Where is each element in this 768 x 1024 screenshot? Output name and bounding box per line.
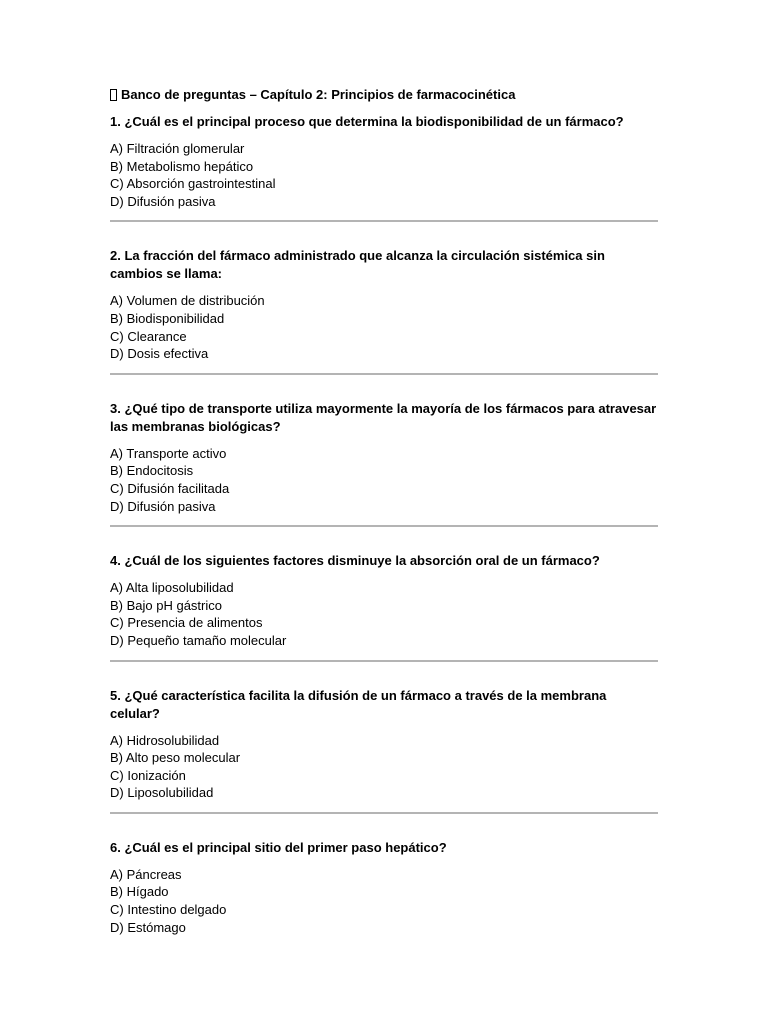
question-text: 5. ¿Qué característica facilita la difusión de un fármaco a través de la membrana celular? [110, 687, 607, 721]
option-list [110, 445, 658, 515]
divider [110, 812, 658, 814]
option-list [110, 732, 658, 802]
question-block-1 [110, 113, 658, 222]
option-d: D) Difusión pasiva [110, 498, 216, 514]
question-block-5 [110, 687, 658, 814]
option-a: A) Volumen de distribución [110, 293, 265, 309]
question-block-6 [110, 839, 658, 936]
option-a: A) Transporte activo [110, 445, 227, 461]
option-b: B) Biodisponibilidad [110, 310, 225, 326]
option-d: D) Estómago [110, 919, 186, 935]
option-d: D) Difusión pasiva [110, 193, 216, 209]
option-d: D) Liposolubilidad [110, 785, 214, 801]
option-b: B) Hígado [110, 884, 169, 900]
divider [110, 220, 658, 222]
placeholder-glyph-icon [110, 89, 117, 101]
question-text: 6. ¿Cuál es el principal sitio del primer paso hepático? [110, 839, 447, 855]
option-d: D) Pequeño tamaño molecular [110, 632, 287, 648]
document-page [110, 86, 658, 936]
question-text: 2. La fracción del fármaco administrado que alcanza la circulación sistémica sin cambios se llama: [110, 248, 605, 282]
option-c: C) Presencia de alimentos [110, 615, 263, 631]
question-block-2 [110, 247, 658, 374]
question-block-4 [110, 552, 658, 661]
option-list [110, 140, 658, 210]
option-c: C) Difusión facilitada [110, 480, 230, 496]
option-list [110, 292, 658, 362]
option-d: D) Dosis efectiva [110, 346, 209, 362]
option-c: C) Absorción gastrointestinal [110, 176, 276, 192]
question-text: 1. ¿Cuál es el principal proceso que determina la biodisponibilidad de un fármaco? [110, 114, 624, 129]
option-c: C) Ionización [110, 767, 186, 783]
document-title-text: Banco de preguntas – Capítulo 2: Principios de farmacocinética [121, 87, 516, 102]
option-c: C) Clearance [110, 328, 187, 344]
option-a: A) Filtración glomerular [110, 141, 245, 156]
option-b: B) Endocitosis [110, 463, 194, 479]
document-title [110, 86, 658, 104]
option-b: B) Metabolismo hepático [110, 158, 254, 174]
divider [110, 525, 658, 527]
option-list [110, 579, 658, 649]
divider [110, 373, 658, 375]
divider [110, 660, 658, 662]
option-list [110, 866, 658, 936]
option-a: A) Alta liposolubilidad [110, 580, 234, 596]
question-text: 4. ¿Cuál de los siguientes factores disminuye la absorción oral de un fármaco? [110, 553, 600, 569]
option-a: A) Hidrosolubilidad [110, 732, 220, 748]
question-block-3 [110, 400, 658, 527]
option-b: B) Alto peso molecular [110, 750, 241, 766]
question-text: 3. ¿Qué tipo de transporte utiliza mayormente la mayoría de los fármacos para atravesar las membranas biológicas? [110, 400, 657, 434]
option-b: B) Bajo pH gástrico [110, 597, 222, 613]
option-c: C) Intestino delgado [110, 902, 227, 918]
option-a: A) Páncreas [110, 866, 182, 882]
